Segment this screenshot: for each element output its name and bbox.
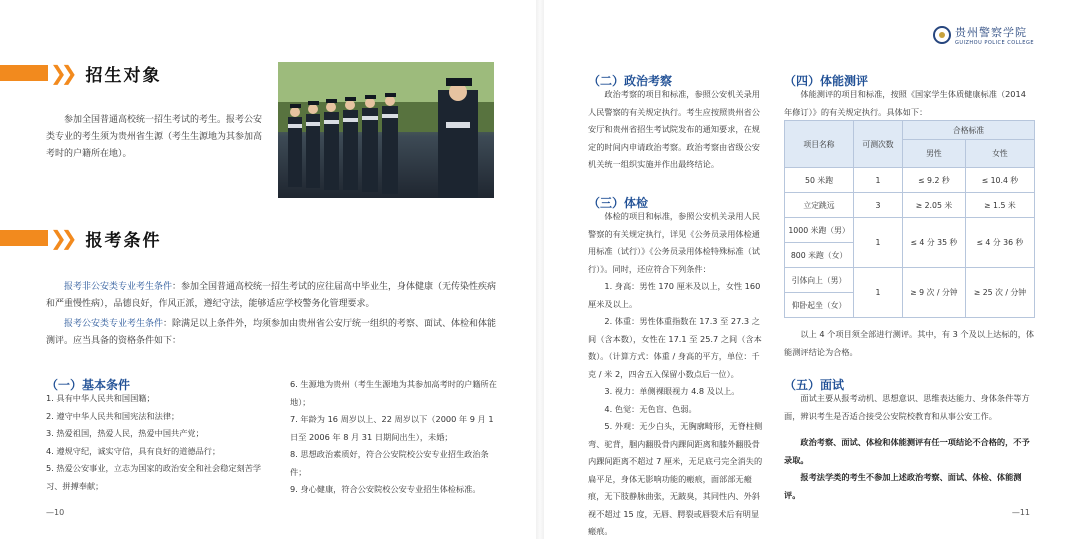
list-item: 4. 色觉：无色盲、色弱。 xyxy=(604,403,697,414)
important-note: 政治考察、面试、体检和体能测评有任一项结论不合格的，不予录取。 报考法学类的考生不参加上述政治考察、面试、体检、体能测评。 xyxy=(784,437,1030,500)
page-number-right: —11 xyxy=(1011,508,1030,517)
list-item: 5. 热爱公安事业，立志为国家的政治安全和社会稳定刻苦学习、拼搏奉献； xyxy=(46,463,262,491)
logo-english-name: GUIZHOU POLICE COLLEGE xyxy=(954,40,1034,46)
table-header-standard: 合格标准 xyxy=(903,121,1035,140)
basic-conditions-heading: （一）基本条件 xyxy=(46,378,131,392)
list-item: 4. 遵规守纪，诚实守信，具有良好的道德品行； xyxy=(46,445,221,456)
fitness-standards-table xyxy=(784,120,1035,318)
list-item: 7. 年龄为 16 周岁以上、22 周岁以下（2000 年 9 月 1 日至 2006 年 8 月 31 日期间出生），未婚； xyxy=(290,414,494,442)
table-header-count: 可测次数 xyxy=(854,121,903,168)
section-banner-requirements xyxy=(0,227,162,249)
basic-conditions-list-1 xyxy=(46,390,274,495)
interview-text: 面试主要从报考动机、思想意识、思维表达能力、身体条件等方面，辨识考生是否适合接受公安院校教育和从事公安工作。 xyxy=(784,393,1030,421)
table-header-item: 项目名称 xyxy=(785,121,854,168)
double-chevron-icon: ❯❯ xyxy=(50,226,72,250)
politics-heading: （二）政治考察 xyxy=(588,74,673,88)
list-item: 2. 遵守中华人民共和国宪法和法律； xyxy=(46,410,180,421)
non-police-conditions: 报考非公安类专业考生条件：参加全国普通高校统一招生考试的应往届高中毕业生，身体健康（无传染性疾病和严重慢性病），品德良好，作风正派，遵纪守法，能够适应学校警务化管理要求。 xyxy=(46,282,497,309)
list-item: 6. 生源地为贵州（考生生源地为其参加高考时的户籍所在地）； xyxy=(290,379,497,407)
list-item: 3. 视力：单侧裸眼视力 4.8 及以上。 xyxy=(604,386,740,396)
police-conditions: 报考公安类专业考生条件：除满足以上条件外，均须参加由贵州省公安厅统一组织的考察、面试、体检和体能测评。应当具备的资格条件如下： xyxy=(46,319,497,346)
orange-bar xyxy=(0,65,48,81)
logo-chinese-name: 贵州警察学院 xyxy=(954,26,1027,39)
right-page xyxy=(544,0,1080,539)
table-header-female: 女性 xyxy=(965,140,1034,168)
physical-exam-heading: （三）体检 xyxy=(588,196,649,210)
enrollment-text: 参加全国普通高校统一招生考试的考生。报考公安类专业的考生须为贵州省生源（考生生源地为其参加高考时的户籍所在地）。 xyxy=(46,115,263,159)
table-row: 仰卧起坐（女） xyxy=(785,293,1035,318)
left-page xyxy=(0,0,536,539)
list-item: 2. 体重：男性体重指数在 17.3 至 27.3 之间（含本数），女性在 17.1 至 25.7 之间（含本数）。（计算方式：体重 / 身高的平方，单位：千克 / 米 2，四舍五入保留小数点后一位）。 xyxy=(588,316,762,379)
requirements-text xyxy=(46,279,498,350)
page-number-left: —10 xyxy=(46,508,65,517)
table-header-male: 男性 xyxy=(903,140,966,168)
section-title-enrollment: 招生对象 xyxy=(85,65,162,86)
physical-exam-text: 体检的项目和标准，参照公安机关录用人民警察的有关规定执行，详见《公务员录用体检通用标准（试行）》《公务员录用体检特殊标准（试行）》。同时，还应符合下列条件： 1. 身高：男性 170 厘米及以上，女性 160 厘米及以上。 2. 体重：男性体重指数在 17.3 至 27.3 之间（含本数），女性在 17.1 至 25.7 之间（含本数）。（计算方式：体重 / 身高的平方，单位：千克 / 米 2，四舍五入保留小数点后一位）。 3. 视力：单侧裸眼视力 4.8 及以上。 4. 色觉：无色盲、色弱。 5. 外观：无少白头，无胸廓畸形，无脊柱侧弯、驼背，腘内翻股骨内踝间距离和膝外翻股骨内踝间距离不超过 7 厘米，无足底弓完全消失的扁平足，身体无影响功能的瘢痕，面部部无瘢痕，无下肢静脉曲张，无跛臭，其同性内、外斜视不超过 15 度，无唇、腭裂或唇裂术后有明显瘢痕。 xyxy=(588,208,764,541)
section-title-requirements: 报考条件 xyxy=(85,230,162,251)
table-row: 800 米跑（女） xyxy=(785,243,1035,268)
table-row: 50 米跑 1 ≤ 9.2 秒 ≤ 10.4 秒 xyxy=(785,168,1035,193)
section-banner-enrollment xyxy=(0,62,162,84)
list-item: 1. 身高：男性 170 厘米及以上，女性 160 厘米及以上。 xyxy=(588,281,761,309)
table-row: 1000 米跑（男） 1 ≤ 4 分 35 秒 ≤ 4 分 36 秒 xyxy=(785,218,1035,243)
fitness-note: 以上 4 个项目须全部进行测评。其中，有 3 个及以上达标的，体能测评结论为合格。 xyxy=(784,329,1035,357)
college-seal-icon xyxy=(933,26,951,44)
double-chevron-icon: ❯❯ xyxy=(50,61,72,85)
police-parade-illustration xyxy=(278,62,494,198)
table-row: 立定跳远 3 ≥ 2.05 米 ≥ 1.5 米 xyxy=(785,193,1035,218)
fitness-heading: （四）体能测评 xyxy=(784,74,869,88)
table-row: 引体向上（男） 1 ≥ 9 次 / 分钟 ≥ 25 次 / 分钟 xyxy=(785,268,1035,293)
orange-bar xyxy=(0,230,48,246)
police-parade-photo xyxy=(278,62,494,198)
fitness-intro: 体能测评的项目和标准，按照《国家学生体质健康标准（2014 年修订）》的有关规定执行。具体如下： xyxy=(784,89,1026,117)
list-item: 8. 思想政治素质好，符合公安院校公安专业招生政治条件； xyxy=(290,449,489,477)
book-spine xyxy=(536,0,544,539)
interview-heading: （五）面试 xyxy=(784,378,845,392)
list-item: 5. 外观：无少白头，无胸廓畸形，无脊柱侧弯、驼背，腘内翻股骨内踝间距离和膝外翻股骨内踝间距离不超过 7 厘米，无足底弓完全消失的扁平足，身体无影响功能的瘢痕，面部部无瘢痕，无下肢静脉曲张，无跛臭，其同性内、外斜视不超过 15 度，无唇、腭裂或唇裂术后有明显瘢痕。 xyxy=(588,421,763,536)
basic-conditions-list-2 xyxy=(290,376,498,499)
list-item: 9. 身心健康，符合公安院校公安专业招生体检标准。 xyxy=(290,484,481,494)
college-logo xyxy=(933,24,1034,46)
list-item: 3. 热爱祖国，热爱人民，热爱中国共产党； xyxy=(46,428,204,438)
list-item: 1. 具有中华人民共和国国籍； xyxy=(46,393,155,403)
politics-text: 政治考察的项目和标准，参照公安机关录用人民警察的有关规定执行。考生应按照贵州省公安厅和贵州省招生考试院发布的通知要求，在规定的时间内申请政治考察。政治考察由省级公安机关统一组织实施并作出最终结论。 xyxy=(588,89,760,169)
